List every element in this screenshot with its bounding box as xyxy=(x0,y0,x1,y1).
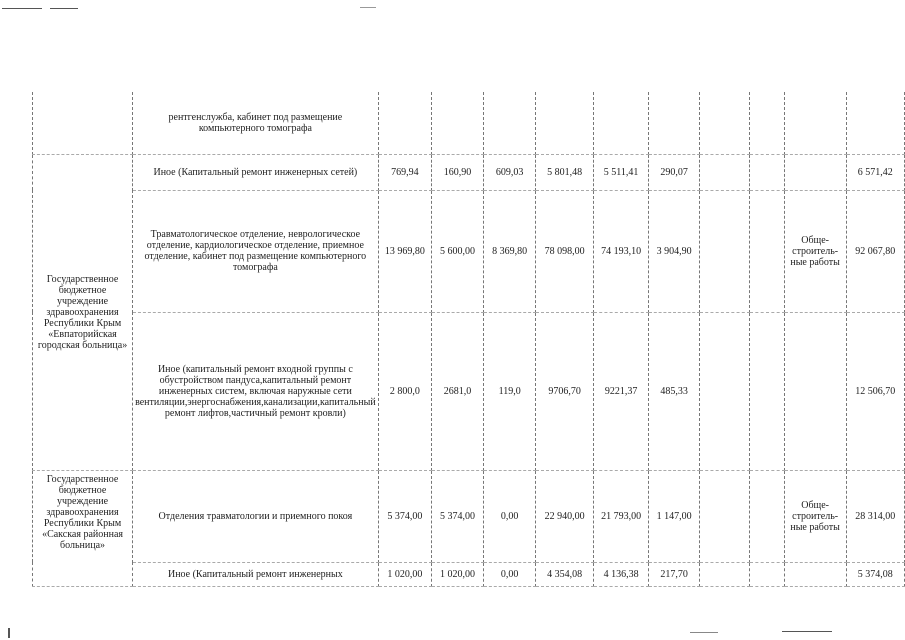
empty-cell xyxy=(749,562,784,586)
scan-line-bottom-mid xyxy=(690,632,718,633)
total-cell: 92 067,80 xyxy=(846,190,904,312)
value-cell: 5 600,00 xyxy=(431,190,483,312)
scan-line-top-left xyxy=(2,8,42,9)
empty-cell xyxy=(700,312,750,470)
value-cell: 160,90 xyxy=(431,154,483,190)
value-cell: 0,00 xyxy=(484,562,536,586)
empty-cell xyxy=(749,154,784,190)
scan-line-top-left-2 xyxy=(50,8,78,9)
value-cell: 8 369,80 xyxy=(484,190,536,312)
value-cell xyxy=(484,92,536,154)
value-cell: 13 969,80 xyxy=(378,190,431,312)
empty-cell xyxy=(749,190,784,312)
org-cell: Государственное бюджетное учреждение здравоохранения Республики Крым «Сакская районная больница» xyxy=(33,470,133,586)
scan-line-bottom-right xyxy=(782,631,832,632)
total-cell: 12 506,70 xyxy=(846,312,904,470)
empty-cell xyxy=(749,92,784,154)
value-cell: 2 800,0 xyxy=(378,312,431,470)
value-cell: 2681,0 xyxy=(431,312,483,470)
work-type-cell xyxy=(784,92,846,154)
value-cell: 485,33 xyxy=(649,312,700,470)
value-cell: 119,0 xyxy=(484,312,536,470)
org-cell: Государственное бюджетное учреждение здравоохранения Республики Крым «Евпаторийская городская больница» xyxy=(33,154,133,470)
object-cell: Травматологическое отделение, неврологическое отделение, кардиологическое отделение, приемное отделение, кабинет под размещение компьютерного томографа xyxy=(133,190,379,312)
value-cell: 1 020,00 xyxy=(378,562,431,586)
work-type-cell xyxy=(784,312,846,470)
total-cell: 5 374,08 xyxy=(846,562,904,586)
value-cell: 9221,37 xyxy=(593,312,648,470)
value-cell: 22 940,00 xyxy=(536,470,594,562)
empty-cell xyxy=(700,470,750,562)
table-row xyxy=(33,154,905,190)
value-cell: 9706,70 xyxy=(536,312,594,470)
table-row xyxy=(33,312,905,470)
value-cell: 609,03 xyxy=(484,154,536,190)
value-cell: 769,94 xyxy=(378,154,431,190)
empty-cell xyxy=(700,190,750,312)
object-cell: Иное (Капитальный ремонт инженерных xyxy=(133,562,379,586)
object-cell: Иное (капитальный ремонт входной группы с обустройством пандуса,капитальный ремонт инженерных систем, включая наружные сети вентиляции,энергоснабжения,канализации,капитальный ремонт лифтов,частичный ремонт кровли) xyxy=(133,312,379,470)
value-cell: 5 801,48 xyxy=(536,154,594,190)
value-cell: 3 904,90 xyxy=(649,190,700,312)
value-cell: 4 354,08 xyxy=(536,562,594,586)
value-cell: 78 098,00 xyxy=(536,190,594,312)
empty-cell xyxy=(749,470,784,562)
empty-cell xyxy=(700,154,750,190)
total-cell xyxy=(846,92,904,154)
total-cell: 6 571,42 xyxy=(846,154,904,190)
value-cell: 5 374,00 xyxy=(378,470,431,562)
table-row xyxy=(33,470,905,562)
table-row xyxy=(33,190,905,312)
value-cell xyxy=(536,92,594,154)
value-cell: 5 511,41 xyxy=(593,154,648,190)
empty-cell xyxy=(749,312,784,470)
value-cell: 1 020,00 xyxy=(431,562,483,586)
work-type-cell: Обще-строитель-ные работы xyxy=(784,470,846,562)
value-cell xyxy=(593,92,648,154)
object-cell: рентгенслужба, кабинет под размещение компьютерного томографа xyxy=(133,92,379,154)
value-cell: 21 793,00 xyxy=(593,470,648,562)
scan-line-top-mid xyxy=(360,7,376,8)
value-cell: 5 374,00 xyxy=(431,470,483,562)
value-cell: 217,70 xyxy=(649,562,700,586)
value-cell: 0,00 xyxy=(484,470,536,562)
value-cell: 4 136,38 xyxy=(593,562,648,586)
object-cell: Иное (Капитальный ремонт инженерных сетей) xyxy=(133,154,379,190)
table-row xyxy=(33,562,905,586)
value-cell xyxy=(649,92,700,154)
value-cell: 74 193,10 xyxy=(593,190,648,312)
object-cell: Отделения травматологии и приемного покоя xyxy=(133,470,379,562)
work-type-cell: Обще-строитель-ные работы xyxy=(784,190,846,312)
work-type-cell xyxy=(784,154,846,190)
empty-cell xyxy=(700,92,750,154)
table-row xyxy=(33,92,905,154)
budget-table xyxy=(32,92,905,587)
total-cell: 28 314,00 xyxy=(846,470,904,562)
org-cell xyxy=(33,92,133,154)
value-cell: 290,07 xyxy=(649,154,700,190)
empty-cell xyxy=(700,562,750,586)
value-cell xyxy=(431,92,483,154)
value-cell: 1 147,00 xyxy=(649,470,700,562)
value-cell xyxy=(378,92,431,154)
work-type-cell xyxy=(784,562,846,586)
scan-line-bottom-left xyxy=(8,628,10,638)
